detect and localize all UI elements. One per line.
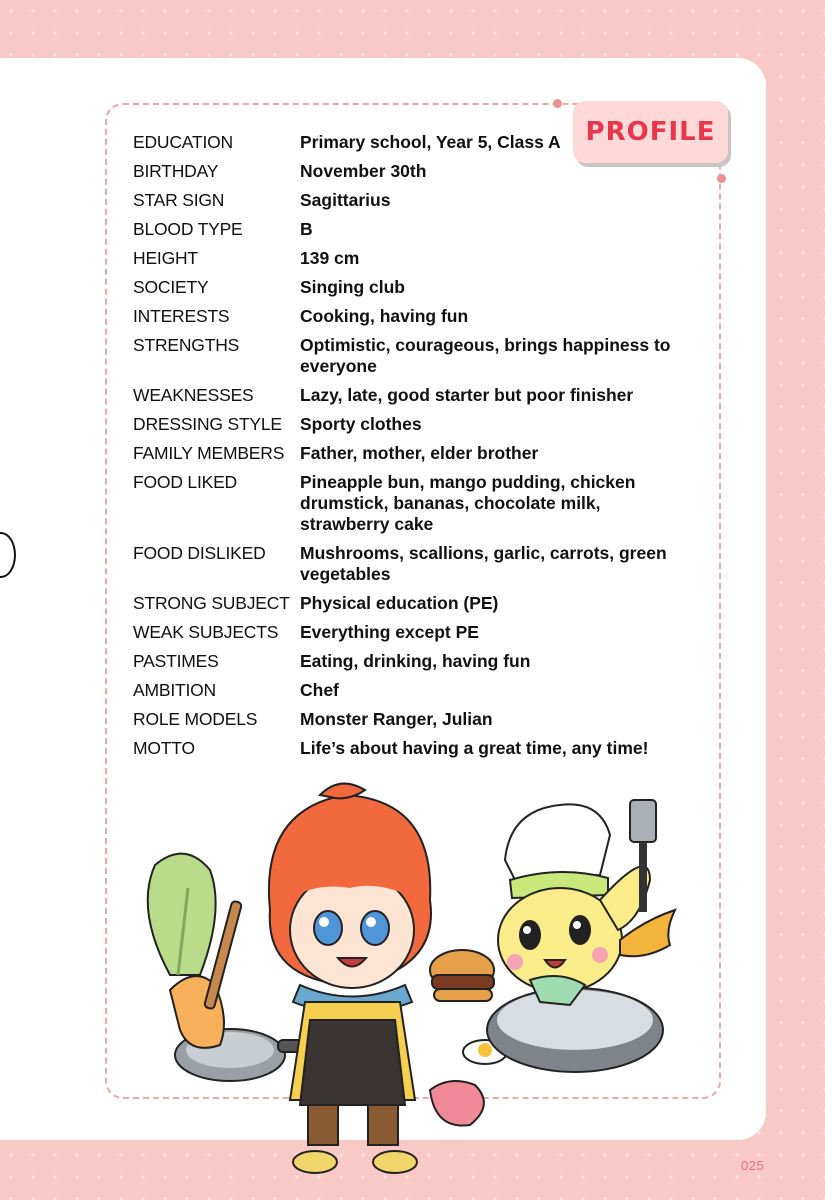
profile-row	[133, 676, 693, 705]
profile-value: B	[300, 219, 313, 239]
frame-dot	[717, 174, 726, 183]
profile-value: Everything except PE	[300, 622, 479, 642]
profile-value: Mushrooms, scallions, garlic, carrots, green vegetables	[300, 543, 667, 584]
profile-label: STAR SIGN	[133, 190, 225, 210]
profile-value: Monster Ranger, Julian	[300, 709, 493, 729]
profile-row	[133, 410, 693, 439]
profile-label: WEAK SUBJECTS	[133, 622, 279, 642]
profile-value: Life’s about having a great time, any time!	[300, 738, 649, 758]
profile-row	[133, 734, 693, 763]
profile-label: DRESSING STYLE	[133, 414, 282, 434]
profile-row	[133, 302, 693, 331]
profile-label: FOOD DISLIKED	[133, 543, 266, 563]
profile-value: Primary school, Year 5, Class A	[300, 132, 561, 152]
profile-value: Physical education (PE)	[300, 593, 499, 613]
boy-chef-illustration	[269, 784, 431, 1173]
profile-row	[133, 468, 693, 539]
profile-value: November 30th	[300, 161, 427, 181]
profile-row	[133, 618, 693, 647]
profile-row	[133, 186, 693, 215]
page-number: 025	[741, 1158, 765, 1173]
profile-list	[133, 128, 693, 763]
bok-choy-illustration	[148, 854, 216, 975]
profile-label: WEAKNESSES	[133, 385, 254, 405]
chef-characters-illustration	[130, 770, 690, 1180]
profile-label: STRENGTHS	[133, 335, 240, 355]
profile-value: Lazy, late, good starter but poor finisher	[300, 385, 634, 405]
wok-illustration	[487, 988, 663, 1072]
profile-row	[133, 647, 693, 676]
profile-row	[133, 128, 693, 157]
profile-value: Singing club	[300, 277, 405, 297]
profile-label: AMBITION	[133, 680, 216, 700]
profile-label: BIRTHDAY	[133, 161, 219, 181]
profile-row	[133, 539, 693, 589]
profile-label: BLOOD TYPE	[133, 219, 243, 239]
profile-label: MOTTO	[133, 738, 195, 758]
profile-label: PASTIMES	[133, 651, 219, 671]
profile-value: Optimistic, courageous, brings happiness to everyone	[300, 335, 671, 376]
profile-label: ROLE MODELS	[133, 709, 258, 729]
profile-label: FOOD LIKED	[133, 472, 237, 492]
profile-value: 139 cm	[300, 248, 360, 268]
profile-row	[133, 439, 693, 468]
profile-row	[133, 331, 693, 381]
profile-row	[133, 215, 693, 244]
profile-label: INTERESTS	[133, 306, 230, 326]
profile-row	[133, 244, 693, 273]
profile-value: Father, mother, elder brother	[300, 443, 539, 463]
profile-label: STRONG SUBJECT	[133, 593, 290, 613]
profile-value: Eating, drinking, having fun	[300, 651, 531, 671]
profile-row	[133, 705, 693, 734]
profile-value: Pineapple bun, mango pudding, chicken drumstick, bananas, chocolate milk, strawberry cake	[300, 472, 636, 534]
profile-row	[133, 157, 693, 186]
profile-value: Sporty clothes	[300, 414, 422, 434]
profile-badge: PROFILE	[573, 101, 728, 163]
profile-label: EDUCATION	[133, 132, 233, 152]
creature-chef-illustration	[498, 804, 650, 1005]
frame-dot	[553, 99, 562, 108]
profile-label: FAMILY MEMBERS	[133, 443, 285, 463]
profile-label: SOCIETY	[133, 277, 209, 297]
profile-row	[133, 273, 693, 302]
profile-label: HEIGHT	[133, 248, 198, 268]
profile-row	[133, 381, 693, 410]
steak-illustration	[430, 1081, 484, 1126]
profile-row	[133, 589, 693, 618]
profile-value: Sagittarius	[300, 190, 391, 210]
profile-value: Cooking, having fun	[300, 306, 469, 326]
profile-value: Chef	[300, 680, 339, 700]
